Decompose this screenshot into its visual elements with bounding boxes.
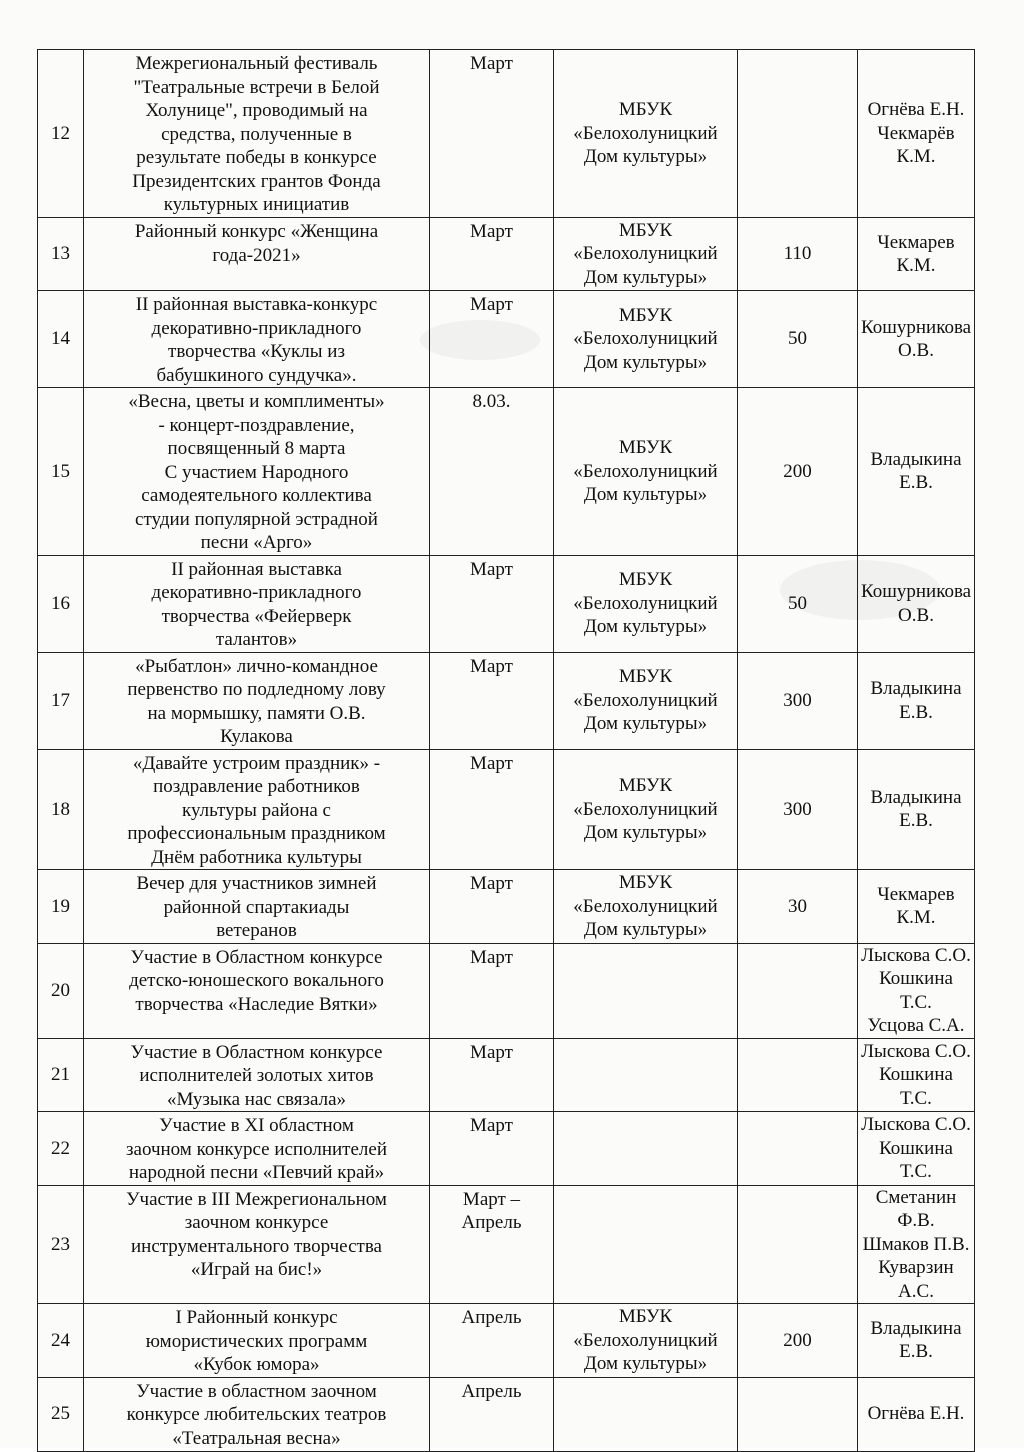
events-table-body: [38, 50, 975, 1452]
table-row: [38, 291, 975, 388]
participant-count: 200: [738, 1304, 858, 1378]
event-date: Март: [430, 749, 554, 870]
event-venue: МБУК «Белохолуницкий Дом культуры»: [554, 388, 738, 556]
event-venue: [554, 943, 738, 1038]
participant-count: 30: [738, 870, 858, 944]
event-venue: МБУК «Белохолуницкий Дом культуры»: [554, 50, 738, 218]
event-date: Март: [430, 50, 554, 218]
row-number: 12: [38, 50, 84, 218]
table-row: [38, 943, 975, 1038]
row-number: 24: [38, 1304, 84, 1378]
event-title: Участие в Областном конкурсе детско-юношеского вокального творчества «Наследие Вятки»: [84, 943, 430, 1038]
event-date: Март: [430, 943, 554, 1038]
responsible-person: Огнёва Е.Н. Чекмарёв К.М.: [858, 50, 975, 218]
row-number: 16: [38, 555, 84, 652]
participant-count: 110: [738, 218, 858, 291]
event-title: Межрегиональный фестиваль "Театральные встречи в Белой Холунице", проводимый на средства, полученные в результате победы в конкурсе Президентских грантов Фонда культурных инициатив: [84, 50, 430, 218]
participant-count: [738, 1038, 858, 1112]
event-title: Участие в III Межрегиональном заочном конкурсе инструментального творчества «Играй на бис!»: [84, 1185, 430, 1304]
event-date: Март: [430, 218, 554, 291]
event-venue: МБУК «Белохолуницкий Дом культуры»: [554, 1304, 738, 1378]
event-date: Март: [430, 291, 554, 388]
event-venue: МБУК «Белохолуницкий Дом культуры»: [554, 870, 738, 944]
events-table: [37, 49, 975, 1452]
event-date: Апрель: [430, 1377, 554, 1451]
event-title: «Рыбатлон» лично-командное первенство по подледному лову на мормышку, памяти О.В. Кулакова: [84, 652, 430, 749]
event-title: «Весна, цветы и комплименты» - концерт-поздравление, посвященный 8 марта С участием Народного самодеятельного коллектива студии популярной эстрадной песни «Арго»: [84, 388, 430, 556]
table-row: [38, 1185, 975, 1304]
table-row: [38, 555, 975, 652]
event-venue: [554, 1185, 738, 1304]
participant-count: 200: [738, 388, 858, 556]
table-row: [38, 1304, 975, 1378]
responsible-person: Лыскова С.О. Кошкина Т.С. Усцова С.А.: [858, 943, 975, 1038]
responsible-person: Сметанин Ф.В. Шмаков П.В. Куварзин А.С.: [858, 1185, 975, 1304]
row-number: 13: [38, 218, 84, 291]
event-title: II районная выставка декоративно-прикладного творчества «Фейерверк талантов»: [84, 555, 430, 652]
participant-count: 300: [738, 749, 858, 870]
event-title: Районный конкурс «Женщина года-2021»: [84, 218, 430, 291]
event-venue: МБУК «Белохолуницкий Дом культуры»: [554, 291, 738, 388]
event-venue: [554, 1112, 738, 1186]
participant-count: [738, 1377, 858, 1451]
event-date: Март – Апрель: [430, 1185, 554, 1304]
responsible-person: Владыкина Е.В.: [858, 652, 975, 749]
participant-count: [738, 1185, 858, 1304]
table-row: [38, 1377, 975, 1451]
responsible-person: Владыкина Е.В.: [858, 749, 975, 870]
participant-count: 50: [738, 555, 858, 652]
responsible-person: Кошурникова О.В.: [858, 555, 975, 652]
event-date: Апрель: [430, 1304, 554, 1378]
responsible-person: Лыскова С.О. Кошкина Т.С.: [858, 1112, 975, 1186]
row-number: 14: [38, 291, 84, 388]
event-title: II районная выставка-конкурс декоративно-прикладного творчества «Куклы из бабушкиного сундучка».: [84, 291, 430, 388]
table-row: [38, 50, 975, 218]
event-title: Участие в Областном конкурсе исполнителей золотых хитов «Музыка нас связала»: [84, 1038, 430, 1112]
row-number: 18: [38, 749, 84, 870]
participant-count: [738, 1112, 858, 1186]
event-title: Участие в XI областном заочном конкурсе исполнителей народной песни «Певчий край»: [84, 1112, 430, 1186]
row-number: 21: [38, 1038, 84, 1112]
event-date: Март: [430, 652, 554, 749]
participant-count: 300: [738, 652, 858, 749]
event-venue: МБУК «Белохолуницкий Дом культуры»: [554, 555, 738, 652]
row-number: 17: [38, 652, 84, 749]
event-title: Вечер для участников зимней районной спартакиады ветеранов: [84, 870, 430, 944]
event-date: Март: [430, 870, 554, 944]
participant-count: [738, 50, 858, 218]
event-venue: МБУК «Белохолуницкий Дом культуры»: [554, 218, 738, 291]
event-venue: [554, 1038, 738, 1112]
responsible-person: Владыкина Е.В.: [858, 1304, 975, 1378]
row-number: 23: [38, 1185, 84, 1304]
event-venue: МБУК «Белохолуницкий Дом культуры»: [554, 652, 738, 749]
row-number: 22: [38, 1112, 84, 1186]
responsible-person: Чекмарев К.М.: [858, 870, 975, 944]
responsible-person: Владыкина Е.В.: [858, 388, 975, 556]
responsible-person: Лыскова С.О. Кошкина Т.С.: [858, 1038, 975, 1112]
event-venue: [554, 1377, 738, 1451]
table-row: [38, 652, 975, 749]
event-title: «Давайте устроим праздник» - поздравление работников культуры района с профессиональным праздником Днём работника культуры: [84, 749, 430, 870]
event-date: Март: [430, 1038, 554, 1112]
participant-count: [738, 943, 858, 1038]
responsible-person: Кошурникова О.В.: [858, 291, 975, 388]
event-title: I Районный конкурс юмористических программ «Кубок юмора»: [84, 1304, 430, 1378]
table-row: [38, 870, 975, 944]
event-venue: МБУК «Белохолуницкий Дом культуры»: [554, 749, 738, 870]
table-row: [38, 388, 975, 556]
participant-count: 50: [738, 291, 858, 388]
row-number: 15: [38, 388, 84, 556]
row-number: 25: [38, 1377, 84, 1451]
table-row: [38, 749, 975, 870]
row-number: 19: [38, 870, 84, 944]
event-date: 8.03.: [430, 388, 554, 556]
table-row: [38, 1112, 975, 1186]
responsible-person: Чекмарев К.М.: [858, 218, 975, 291]
table-row: [38, 1038, 975, 1112]
event-date: Март: [430, 555, 554, 652]
event-title: Участие в областном заочном конкурсе любительских театров «Театральная весна»: [84, 1377, 430, 1451]
responsible-person: Огнёва Е.Н.: [858, 1377, 975, 1451]
row-number: 20: [38, 943, 84, 1038]
table-row: [38, 218, 975, 291]
event-date: Март: [430, 1112, 554, 1186]
